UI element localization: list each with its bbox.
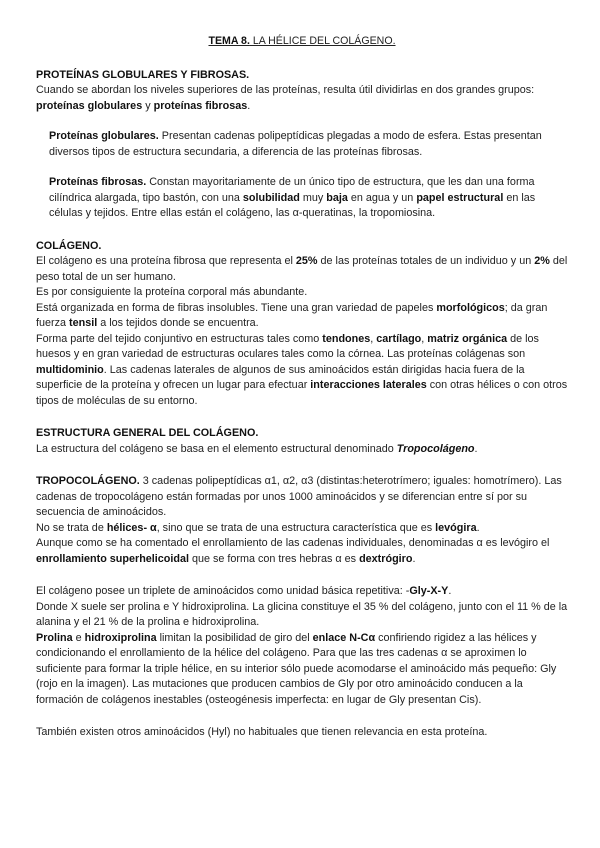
section-tropocollagen [36,474,568,567]
paragraph: Forma parte del tejido conjuntivo en estructuras tales como tendones, cartílago, matriz orgánica de los huesos y en gran variedad de estructuras oculares tales como la córnea. Las proteínas colágenas son multidominio. Las cadenas laterales de algunos de sus aminoácidos están dirigidas hacia fuera de la superficie de la proteína y ofrecen un lugar para efectuar interacciones laterales con otras hélices o con otros tipos de moléculas de su entorno. [36,332,568,407]
paragraph-closing: También existen otros aminoácidos (Hyl) no habituales que tienen relevancia en esta proteína. [36,726,488,738]
paragraph: Donde X suele ser prolina e Y hidroxiprolina. La glicina constituye el 35 % del colágeno, junto con el 11 % de la alanina y el 21 % de la prolina e hidroxiprolina. [36,600,568,628]
paragraph: No se trata de hélices- α, sino que se trata de una estructura característica que es levógira. [36,521,480,534]
paragraph: Aunque como se ha comentado el enrollamiento de las cadenas individuales, denominadas α es levógiro el enrollamiento superhelicoidal que se forma con tres hebras α es dextrógiro. [36,537,550,565]
paragraph: Está organizada en forma de fibras insolubles. Tiene una gran variedad de papeles morfológicos; da gran fuerza tensil a los tejidos donde se encuentra. [36,301,548,329]
paragraph-globular: Proteínas globulares. Presentan cadenas polipeptídicas plegadas a modo de esfera. Estas presentan diversos tipos de estructura secundaria, a diferencia de las proteínas fibrosas. [49,130,542,158]
paragraph: El colágeno posee un triplete de aminoácidos como unidad básica repetitiva: -Gly-X-Y. [36,585,452,597]
section-heading: COLÁGENO. [36,239,102,252]
section-heading: PROTEÍNAS GLOBULARES Y FIBROSAS. [36,68,250,81]
page-title [36,34,568,50]
paragraph: Es por consiguiente la proteína corporal más abundante. [36,286,308,298]
title-number: TEMA 8. [208,35,250,47]
paragraph: El colágeno es una proteína fibrosa que representa el 25% de las proteínas totales de un individuo y un 2% del peso total de un ser humano. [36,255,568,283]
paragraph: Cuando se abordan los niveles superiores de las proteínas, resulta útil dividirlas en dos grandes grupos: proteínas globulares y proteínas fibrosas. [36,84,535,112]
section-triplet [36,584,568,708]
paragraph: Prolina e hidroxiprolina limitan la posibilidad de giro del enlace N-Cα confiriendo rigidez a las hélices y condicionando el enrollamiento de la hélice del colágeno. Para que las tres cadenas α se aproximen lo suficiente para formar la triple hélice, en su interior sólo puede acomodarse el aminoácido más pequeño: Gly (rojo en la imagen). Las mutaciones que producen cambios de Gly por otro aminoácido conducen a la formación de colágenos inestables (osteogénesis imperfecta: en lugar de Gly presentan Cis). [36,631,557,706]
document-page [36,34,568,741]
paragraph: TROPOCOLÁGENO. 3 cadenas polipeptídicas α1, α2, α3 (distintas:heterotrímero; iguales: homotrímero). Las cadenas de tropocolágeno están formadas por unos 1000 aminoácidos y se diferencian entre sí por su secuencia de aminoácidos. [36,475,562,518]
title-text: LA HÉLICE DEL COLÁGENO. [249,35,396,47]
section-general-structure [36,426,568,457]
section-collagen [36,239,568,410]
paragraph: La estructura del colágeno se basa en el elemento estructural denominado Tropocolágeno. [36,442,478,455]
section-globular-fibrous [36,68,568,222]
section-heading: ESTRUCTURA GENERAL DEL COLÁGENO. [36,427,259,439]
paragraph-fibrous: Proteínas fibrosas. Constan mayoritariamente de un único tipo de estructura, que les dan una forma cilíndrica alargada, tipo bastón, con una solubilidad muy baja en agua y un papel estructural en las células y tejidos. Entre ellas están el colágeno, las α-queratinas, la tropomiosina. [49,176,536,219]
